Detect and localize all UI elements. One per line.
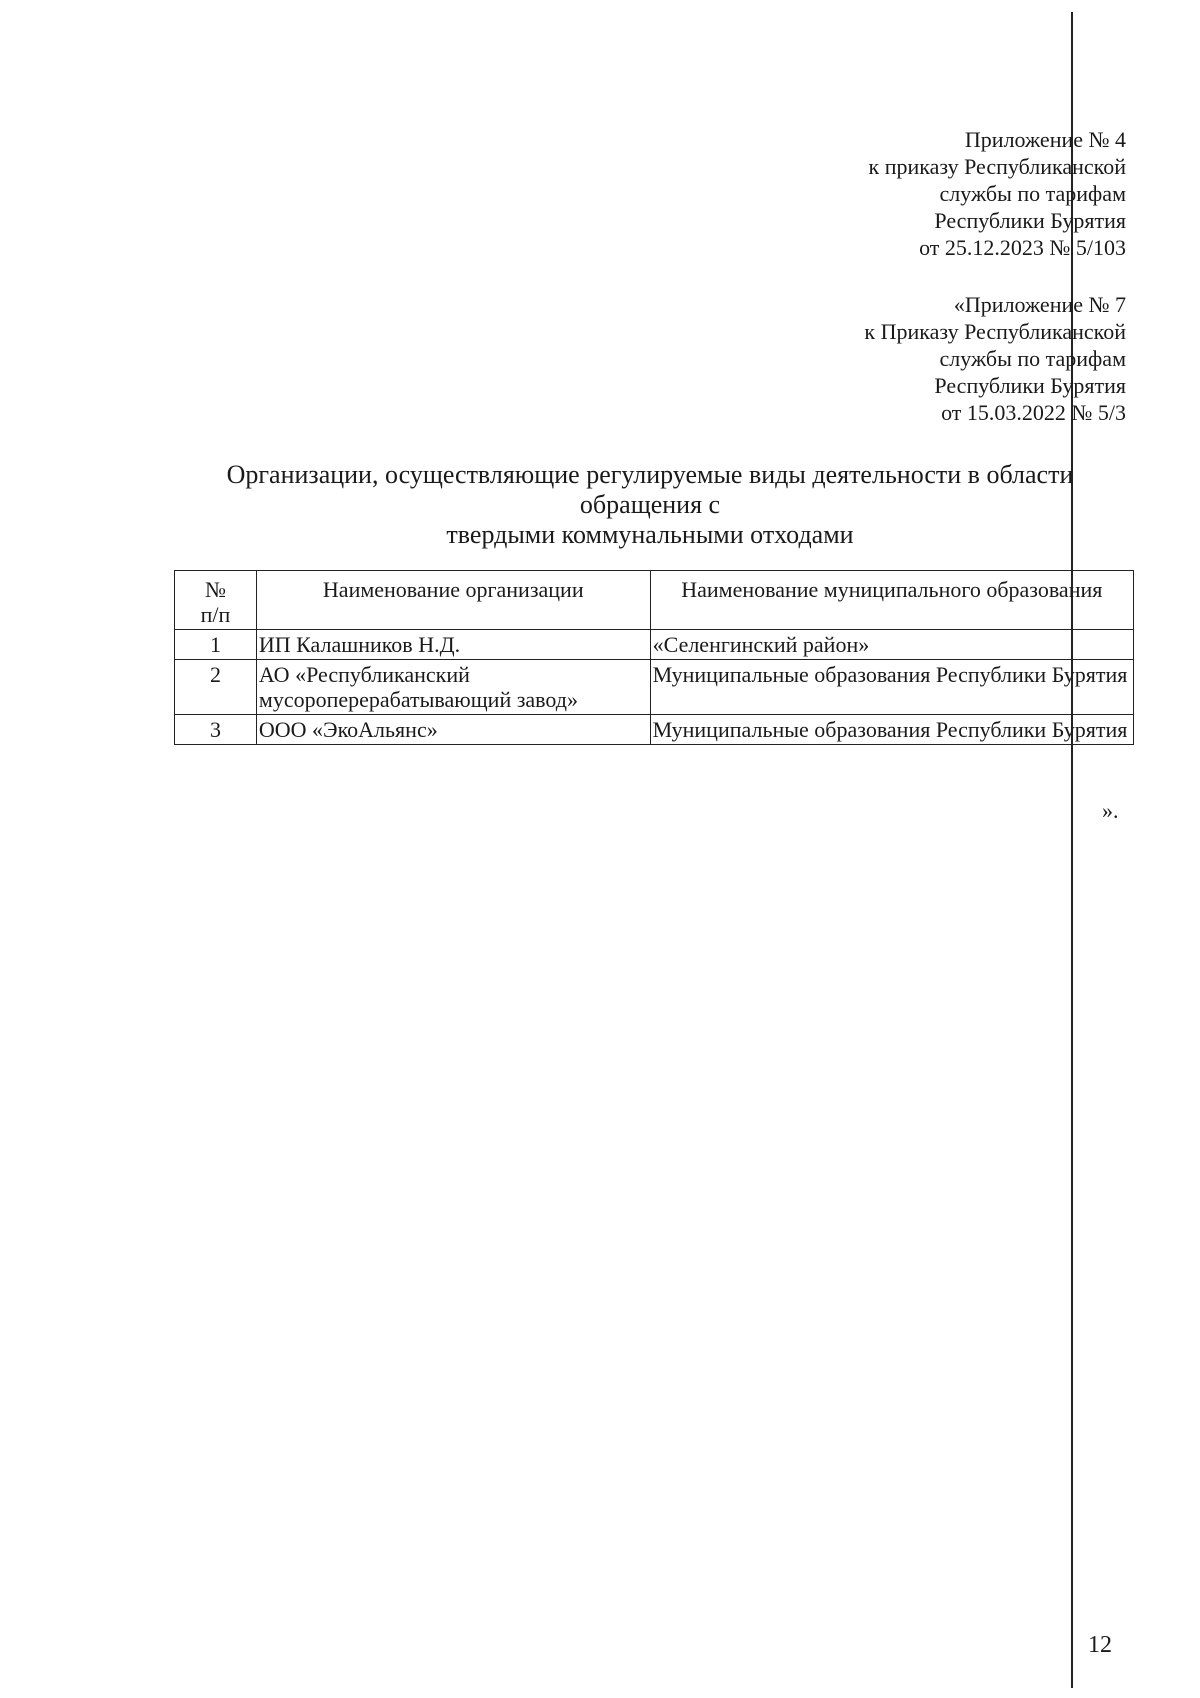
appendix-7-line: к Приказу Республиканской: [864, 319, 1126, 344]
row-number: 1: [175, 630, 257, 660]
appendix-4-line: службы по тарифам: [939, 181, 1126, 206]
header-municipality: Наименование муниципального образования: [650, 571, 1133, 630]
appendix-4-line: к приказу Республиканской: [868, 154, 1126, 179]
title-line: твердыми коммунальными отходами: [446, 520, 854, 549]
municipality-name: Муниципальные образования Республики Бурятия: [650, 660, 1133, 715]
appendix-4-line: Республики Бурятия: [934, 208, 1126, 233]
organizations-table: [174, 570, 1134, 745]
document-title: [160, 460, 1140, 550]
header-number-symbol: №: [204, 577, 226, 602]
appendix-7-line: от 15.03.2022 № 5/3: [941, 400, 1126, 425]
title-line: Организации, осуществляющие регулируемые виды деятельности в области: [226, 460, 1074, 489]
municipality-name: «Селенгинский район»: [650, 630, 1133, 660]
appendix-7-header: [864, 291, 1126, 426]
organization-name: АО «Республиканский мусороперерабатывающий завод»: [256, 660, 650, 715]
municipality-name: Муниципальные образования Республики Бурятия: [650, 715, 1133, 745]
table-header-row: [175, 571, 1134, 630]
header-organization: Наименование организации: [256, 571, 650, 630]
table-row: [175, 715, 1134, 745]
header-number: [175, 571, 257, 630]
appendix-7-line: «Приложение № 7: [953, 292, 1126, 317]
appendix-4-line: от 25.12.2023 № 5/103: [919, 235, 1126, 260]
organization-name: ООО «ЭкоАльянс»: [256, 715, 650, 745]
page-number: 12: [1088, 1632, 1112, 1658]
table-row: [175, 630, 1134, 660]
appendix-7-line: Республики Бурятия: [934, 373, 1126, 398]
table-row: [175, 660, 1134, 715]
row-number: 3: [175, 715, 257, 745]
appendix-4-header: [869, 126, 1127, 261]
scan-vertical-line: [1071, 12, 1073, 1688]
row-number: 2: [175, 660, 257, 715]
header-number-abbrev: п/п: [200, 602, 231, 627]
closing-quote-mark: ».: [1102, 798, 1119, 823]
title-line: обращения с: [579, 490, 721, 519]
appendix-7-line: службы по тарифам: [939, 346, 1126, 371]
organization-name: ИП Калашников Н.Д.: [256, 630, 650, 660]
appendix-4-line: Приложение № 4: [964, 127, 1126, 152]
